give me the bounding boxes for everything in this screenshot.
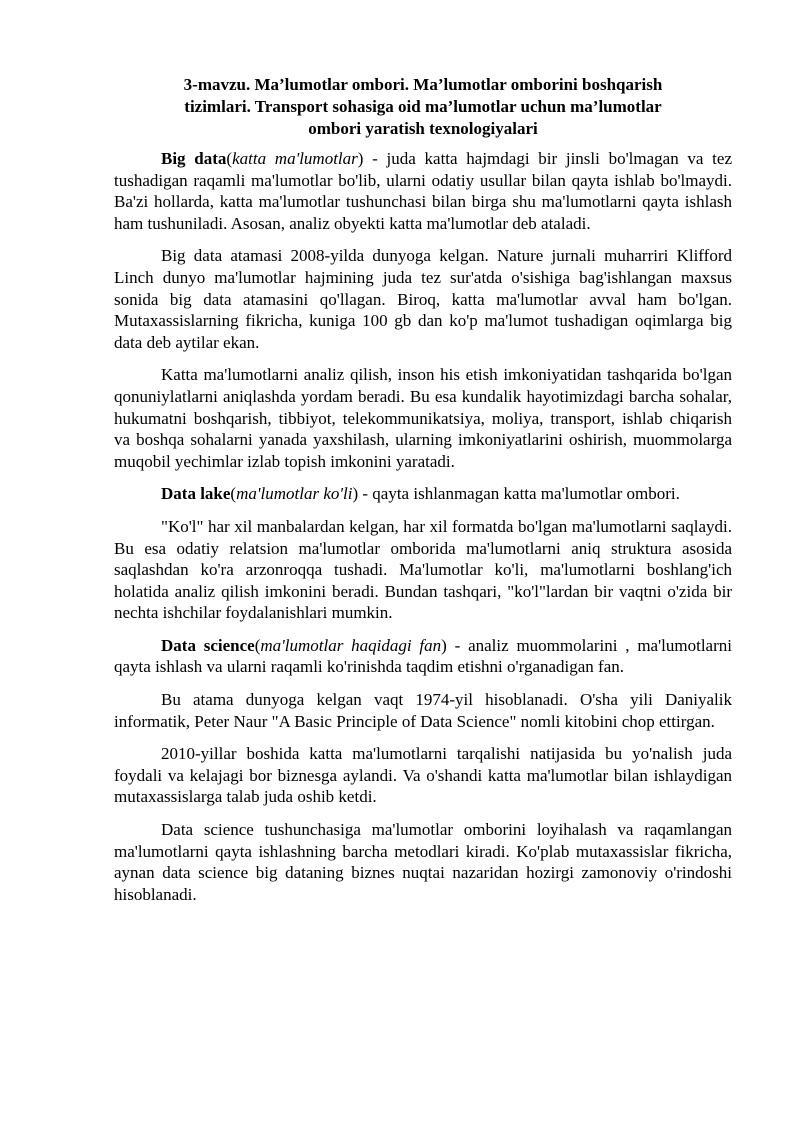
paragraph-data-lake (114, 483, 732, 505)
paren-open: ( (254, 635, 261, 655)
paren-open: ( (226, 149, 233, 168)
gloss-data-lake: ma'lumotlar ko'li (236, 484, 353, 504)
definition-big-data: - juda katta hajmdagi bir jinsli bo'lmagan va tez tushadigan raqamli ma'lumotlar bo'lib, ularni odatiy usullar bilan qayta ishlab bo'lmaydi. Ba'zi hollarda, katta ma'lumotlar tushunchasi bilan birga shu ma'lumotlarni qayta ishlash ham tushuniladi. Asosan, analiz obyekti katta ma'lumotlar deb ataladi. (114, 149, 732, 233)
paragraph-data-science-scope: Data science tushunchasiga ma'lumotlar omborini loyihalash va raqamlangan ma'lumotlarni qayta ishlashning barcha metodlari kiradi. Ko'plab mutaxassislar fikricha, aynan data science big dataning biznes nuqtai nazaridan hozirgi zamonoviy o'rindoshi hisoblanadi. (114, 820, 732, 904)
paren-open: ( (230, 484, 237, 504)
paragraph-data-lake-details: "Ko'l" har xil manbalardan kelgan, har xil formatda bo'lgan ma'lumotlarni saqlaydi. Bu esa odatiy relatsion ma'lumotlar omborida ma'lumotlarni aniq struktura asosida saqlashdan ko'ra arzonroqqa tushadi. Ma'lumotlar ko'li, ma'lumotlarni boshlang'ich holatida analiz qilish imkonini beradi. Bundan tashqari, "ko'l"lardan bir vaqtni o'zida bir nechta ishchilar foydalanishlari mumkin. (114, 516, 732, 623)
gloss-data-science: ma'lumotlar haqidagi fan (260, 635, 442, 655)
document-page (114, 74, 732, 916)
paragraph-data-science (114, 635, 732, 678)
title-line-3: ombori yaratish texnologiyalari (308, 119, 538, 138)
term-data-lake: Data lake (161, 484, 231, 504)
paragraph-data-science-history: Bu atama dunyoga kelgan vaqt 1974-yil hisoblanadi. O'sha yili Daniyalik informatik, Peter Naur "A Basic Principle of Data Science" nomli kitobini chop ettirgan. (114, 690, 732, 731)
definition-data-lake: - qayta ishlanmagan katta ma'lumotlar ombori. (358, 484, 680, 504)
paragraph-data-science-2010s: 2010-yillar boshida katta ma'lumotlarni tarqalishi natijasida bu yo'nalish juda foydali va kelajagi bor biznesga aylandi. Va o'shandi katta ma'lumotlar bilan ishlaydigan mutaxassislarga talab juda oshib ketdi. (114, 744, 732, 807)
paren-close: ) (352, 484, 359, 504)
paragraph-big-data (114, 148, 732, 234)
paren-close: ) (357, 149, 364, 168)
title-line-2: tizimlari. Transport sohasiga oid ma’lumotlar uchun ma’lumotlar (184, 97, 662, 116)
paragraph-big-data-analysis: Katta ma'lumotlarni analiz qilish, inson his etish imkoniyatidan tashqarida bo'lgan qonuniylatlarni aniqlashda yordam beradi. Bu esa kundalik hayotimizdagi barcha sohalar, hukumatni boshqarish, tibbiyot, telekommunikatsiya, moliya, transport, ishlab chiqarish va boshqa sohalarni yanada yaxshilash, ularning imkoniyatlarini oshirish, muommolarga muqobil yechimlar izlab topish imkonini yaratadi. (114, 365, 732, 471)
title-line-1: 3-mavzu. Ma’lumotlar ombori. Ma’lumotlar omborini boshqarish (183, 75, 663, 94)
definition-data-science: - analiz muommolarini , ma'lumotlarni qayta ishlash va ularni raqamli ko'rinishda taqdim etishni o'rganadigan fan. (114, 635, 732, 677)
document-title (114, 74, 732, 140)
paren-close: ) (441, 635, 447, 655)
paragraph-big-data-history: Big data atamasi 2008-yilda dunyoga kelgan. Nature jurnali muharriri Klifford Linch dunyo ma'lumotlar hajmining juda tez sur'atda o'sishiga bag'ishlangan maxsus sonida big data atamasini qo'llagan. Biroq, katta ma'lumotlar avval ham bo'lgan. Mutaxassislarning fikricha, kuniga 100 gb dan ko'p ma'lumot tushadigan oqimlarga big data deb aytilar ekan. (114, 246, 732, 352)
term-data-science: Data science (161, 635, 255, 655)
gloss-big-data: katta ma'lumotlar (232, 149, 358, 168)
term-big-data: Big data (161, 149, 227, 168)
